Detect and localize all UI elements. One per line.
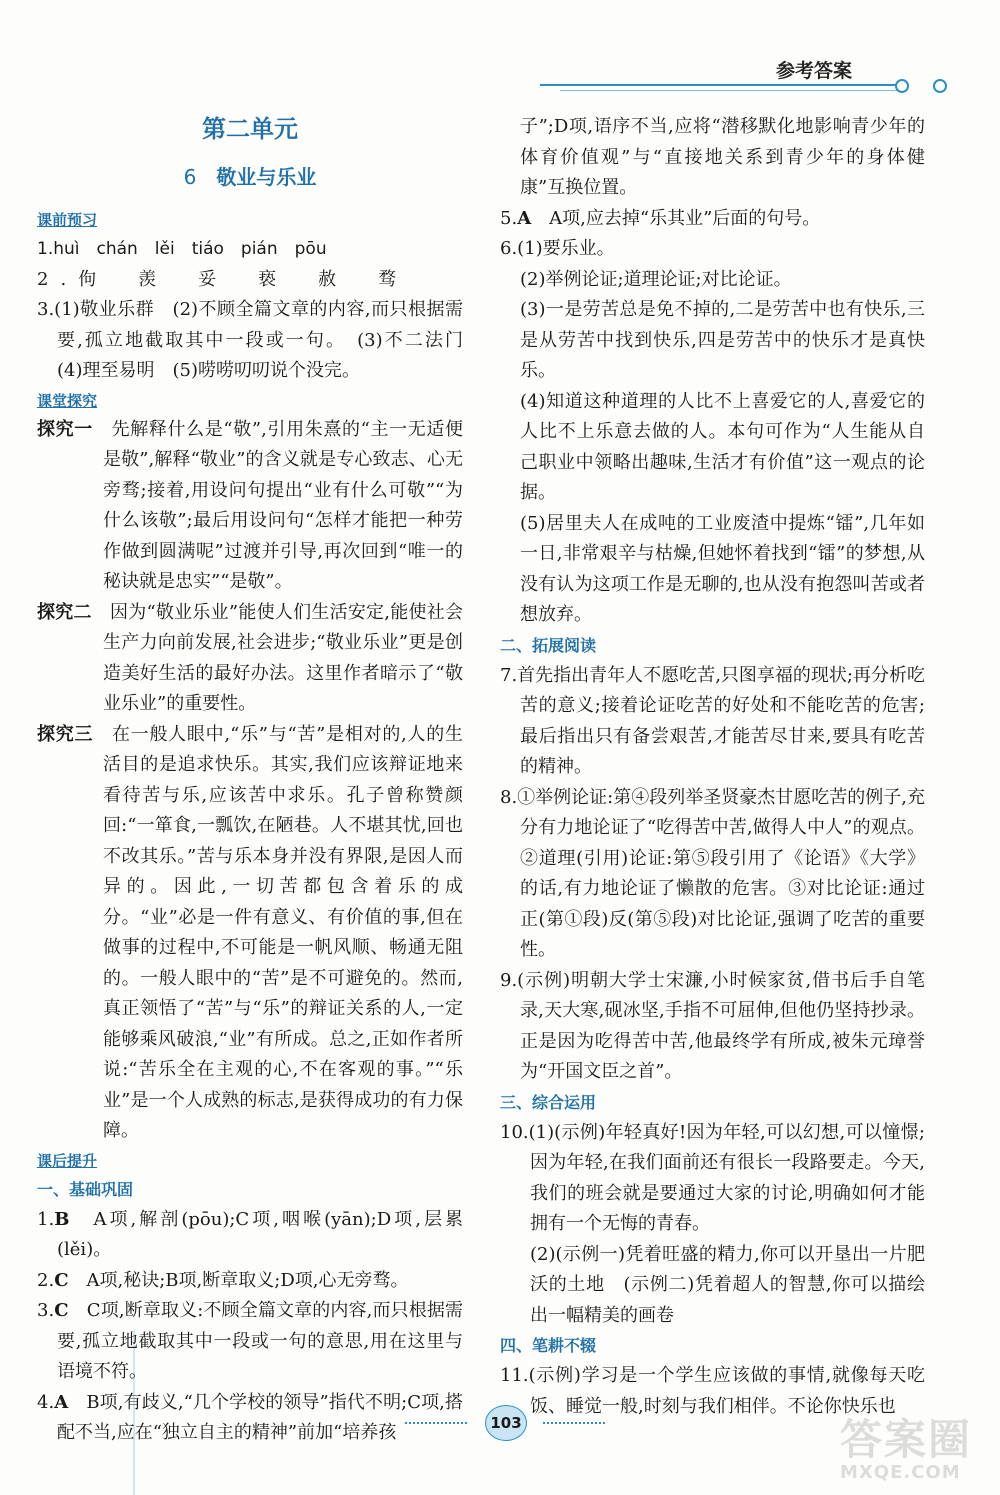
answer-letter: A — [54, 1391, 69, 1413]
answer-item: (5)居里夫人在成吨的工业废渣中提炼“镭”,几年如一日,非常艰辛与枯燥,但她怀着找到“镭”的梦想,从没有认为这项工作是无聊的,也从没有抱怨叫苦或者想放弃。 — [520, 512, 925, 625]
page-number-badge — [405, 1405, 605, 1441]
answer-item: 9.(示例)明朝大学士宋濂,小时候家贫,借书后手自笔录,天大寒,砚冰坚,手指不可屈伸,但他仍坚持抄录。正是因为吃得苦中苦,他最终学有所成,被朱元璋誉为“开国文臣之首”。 — [500, 969, 925, 1082]
watermark-logo — [840, 1415, 990, 1488]
answer-item: 8.①举例论证:第④段列举圣贤豪杰甘愿吃苦的例子,充分有力地论证了“吃得苦中苦,做得人中人”的观点。②道理(引用)论证:第⑤段引用了《论语》《大学》的话,有力地论证了懒散的危害。③对比论证:通过正(第①段)反(第⑤段)对比论证,强调了吃苦的重要性。 — [500, 786, 925, 960]
answer-letter: C — [54, 1300, 69, 1321]
answer-item: 2.佝 羡 妥 亵 赦 骛 — [37, 268, 409, 290]
right-column — [500, 112, 925, 1422]
subsection-heading: 课堂探究 — [37, 391, 98, 410]
watermark-url: MXQE.COM — [840, 1462, 961, 1483]
page-number-rule — [405, 1422, 467, 1424]
explore-text: 在一般人眼中,“乐”与“苦”是相对的,人的生活目的是追求快乐。其实,我们应该辩证地来看待苦与乐,应该苦中求乐。孔子曾称赞颜回:“一箪食,一瓢饮,在陋巷。人不堪其忧,回也不改其乐。”苦与乐本身并没有界限,是因人而异的。因此,一切苦都包含着乐的成分。“业”必是一件有意义、有价值的事,但在做事的过程中,不可能是一帆风顺、畅通无阻的。一般人眼中的“苦”是不可避免的。然而,真正领悟了“苦”与“乐”的辩证关系的人,一定能够乘风破浪,“业”有所成。总之,正如作者所说:“苦乐全在主观的心,不在客观的事。”“乐业”是一个人成熟的标志,是获得成功的有力保障。 — [103, 723, 463, 1141]
page-number: 103 — [485, 1405, 527, 1441]
header-dot-icon — [933, 79, 947, 93]
lesson-number: 6 — [183, 165, 197, 189]
explore-text: 因为“敬业乐业”能使人们生活安定,能使社会生产力向前发展,社会进步;“敬业乐业”更是创造美好生活的最好办法。这里作者暗示了“敬业乐业”的重要性。 — [103, 601, 464, 714]
explore-label: 探究二 — [37, 601, 92, 623]
header-rule — [540, 84, 900, 86]
lesson-name: 敬业与乐业 — [216, 165, 317, 189]
left-column — [37, 112, 481, 1449]
page-number-rule — [543, 1422, 605, 1424]
explore-text: 先解释什么是“敬”,引用朱熹的“主一无适便是敬”,解释“敬业”的含义就是专心致志、心无旁骛;接着,用设问句提出“业有什么可敬”“为什么该敬”;最后用设问句“怎样才能把一种劳作做到圆满呢”过渡并引导,再次回到“唯一的秘诀就是忠实”“是敬”。 — [103, 418, 464, 592]
answer-item: 1.huì chán lěi tiáo pián pōu — [37, 239, 327, 259]
section-heading: 二、拓展阅读 — [500, 635, 597, 655]
answer-letter: A — [517, 207, 532, 229]
section-heading: 四、笔耕不辍 — [500, 1336, 597, 1355]
header-label: 参考答案 — [776, 60, 853, 82]
answer-item: 5.A A项,应去掉“乐其业”后面的句号。 — [500, 207, 821, 229]
answer-letter: C — [54, 1269, 69, 1291]
subsection-heading: 课后提升 — [37, 1151, 98, 1170]
section-heading: 三、综合运用 — [500, 1092, 597, 1112]
answer-item: 3.(1)敬业乐群 (2)不顾全篇文章的内容,而只根据需要,孤立地截取其中一段或一句。 (3)不二法门 (4)理至易明 (5)唠唠叨叨说个没完。 — [37, 299, 481, 381]
header-dot-icon — [895, 79, 909, 93]
answer-letter: B — [54, 1208, 70, 1230]
header-rule-thin — [560, 90, 900, 91]
answer-item: 2.C A项,秘诀;B项,断章取义;D项,心无旁骛。 — [37, 1269, 409, 1291]
answer-item: (2)举例论证;道理论证;对比论证。 — [520, 268, 792, 290]
watermark-text: 答案圈 — [840, 1415, 973, 1464]
answer-item: (2)(示例一)凭着旺盛的精力,你可以开垦出一片肥沃的土地 (示例二)凭着超人的智慧,你可以描绘出一幅精美的画卷 — [530, 1243, 925, 1326]
answer-item: (4)知道这种道理的人比不上喜爱它的人,喜爱它的人比不上乐意去做的人。本句可作为“人生能从自己职业中领略出趣味,生活才有价值”这一观点的论据。 — [520, 390, 925, 503]
answer-item: 1.B A项,解剖(pōu);C项,咽喉(yān);D项,层累(lěi)。 — [37, 1208, 463, 1260]
explore-label: 探究三 — [37, 723, 94, 745]
explore-item — [37, 415, 463, 598]
answer-item: 11.(示例)学习是一个学生应该做的事情,就像每天吃饭、睡觉一般,时刻与我们相伴。不论你快乐也 — [500, 1365, 925, 1417]
section-heading: 一、基础巩固 — [37, 1179, 134, 1199]
explore-item — [37, 598, 463, 720]
explore-item — [37, 720, 463, 1147]
answer-item: 6.(1)要乐业。 — [500, 238, 615, 259]
explore-label: 探究一 — [37, 418, 93, 440]
answer-continuation: 子”;D项,语序不当,应将“潜移默化地影响青少年的体育价值观”与“直接地关系到青少年的身体健康”互换位置。 — [520, 116, 925, 198]
answer-item: (3)一是劳苦总是免不掉的,二是劳苦中也有快乐,三是从劳苦中找到快乐,四是劳苦中的快乐才是真快乐。 — [520, 299, 925, 381]
answer-item: 10.(1)(示例)年轻真好!因为年轻,可以幻想,可以憧憬;因为年轻,在我们面前还有很长一段路要走。今天,我们的班会就是要通过大家的讨论,明确如何才能拥有一个无悔的青春。 — [500, 1121, 925, 1234]
unit-title: 第二单元 — [202, 115, 298, 143]
answer-item: 4.A B项,有歧义,“几个学校的领导”指代不明;C项,搭配不当,应在“独立自主的精神”前加“培养孩 — [37, 1391, 463, 1443]
answer-item: 3.C C项,断章取义:不顾全篇文章的内容,而只根据需要,孤立地截取其中一段或一句的意思,用在这里与语境不符。 — [37, 1300, 464, 1382]
subsection-heading: 课前预习 — [37, 211, 98, 229]
answer-item: 7.首先指出青年人不愿吃苦,只图享福的现状;再分析吃苦的意义;接着论证吃苦的好处和不能吃苦的危害;最后指出只有备尝艰苦,才能苦尽甘来,要具有吃苦的精神。 — [500, 664, 925, 777]
lesson-title — [37, 162, 463, 192]
